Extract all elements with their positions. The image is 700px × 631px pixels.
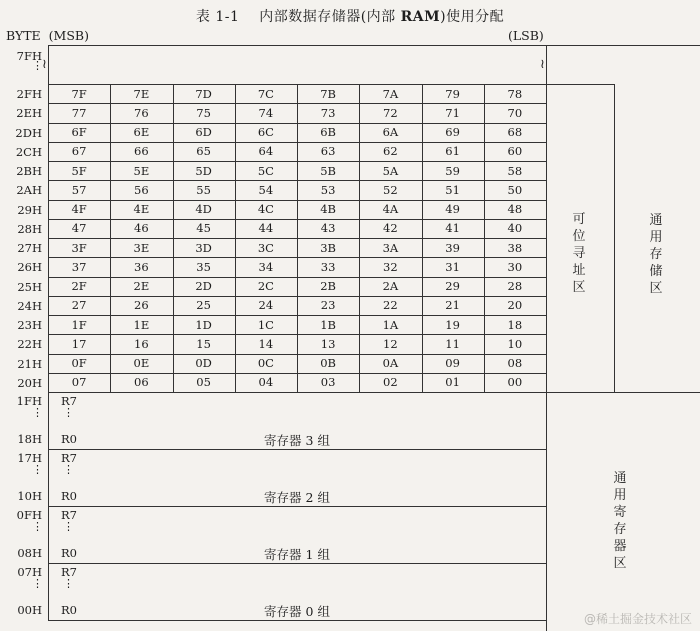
break-mark-right: ≀	[540, 57, 545, 72]
bit-cell: 19	[445, 317, 460, 332]
bank-address-dots: ⋮	[32, 577, 43, 590]
lsb-label: (LSB)	[508, 28, 544, 43]
bit-cell: 47	[71, 221, 87, 236]
bit-cell: 4F	[71, 202, 87, 217]
column-divider	[173, 84, 174, 392]
bank-divider	[48, 449, 546, 450]
bit-cell: 70	[507, 105, 523, 120]
bit-cell: 13	[320, 336, 336, 351]
column-divider	[422, 84, 423, 392]
bank-top-address: 07H	[17, 565, 42, 579]
bit-cell: 2B	[320, 279, 337, 294]
bank-register-dots: ⋮	[63, 577, 74, 590]
bit-cell: 49	[445, 202, 460, 217]
bit-cell: 72	[383, 105, 398, 120]
bit-cell: 64	[258, 144, 274, 159]
register-area-top	[48, 392, 700, 393]
bit-cell: 21	[445, 298, 460, 313]
bit-cell: 0C	[257, 356, 274, 371]
bit-cell: 2F	[71, 279, 87, 294]
addr-7fh-dots: ⋮	[32, 59, 43, 72]
bit-cell: 25	[196, 298, 211, 313]
bit-cell: 1F	[71, 317, 87, 332]
bit-cell: 3A	[382, 240, 399, 255]
bit-cell: 71	[445, 105, 460, 120]
bit-cell: 2C	[257, 279, 274, 294]
bit-cell: 17	[71, 336, 87, 351]
bank-divider	[48, 506, 546, 507]
bit-cell: 07	[71, 375, 87, 390]
bit-cell: 7B	[320, 86, 337, 101]
bit-cell: 34	[258, 259, 274, 274]
bit-cell: 55	[196, 182, 211, 197]
bit-cell: 02	[383, 375, 398, 390]
column-divider	[297, 84, 298, 392]
byte-address: 2EH	[16, 106, 42, 121]
bit-cell: 01	[445, 375, 460, 390]
bit-cell: 03	[320, 375, 336, 390]
bit-addressable-label: 可 位 寻 址 区	[572, 212, 586, 295]
table-number: 表 1-1	[195, 9, 240, 25]
bit-cell: 06	[134, 375, 149, 390]
bit-cell: 46	[134, 221, 149, 236]
bit-cell: 39	[445, 240, 460, 255]
bit-cell: 4D	[195, 202, 212, 217]
byte-address: 28H	[17, 221, 42, 236]
title-text-a: 内部数据存储器(内部	[259, 9, 401, 25]
bit-cell: 1D	[195, 317, 212, 332]
byte-header	[6, 28, 89, 43]
bit-cell: 3F	[71, 240, 87, 255]
bit-cell: 5E	[133, 163, 150, 178]
byte-address: 2CH	[15, 144, 42, 159]
bit-cell: 38	[507, 240, 523, 255]
title-text-b: )使用分配	[440, 9, 505, 25]
bit-cell: 1B	[320, 317, 337, 332]
bit-cell: 52	[383, 182, 398, 197]
bit-cell: 15	[196, 336, 211, 351]
bit-cell: 29	[445, 279, 460, 294]
byte-address: 2AH	[16, 183, 42, 198]
bank-top-address: 0FH	[16, 508, 42, 522]
bit-cell: 65	[196, 144, 211, 159]
bank-caption: 寄存器 2 组	[264, 490, 330, 505]
bit-cell: 23	[320, 298, 336, 313]
bit-cell: 50	[507, 182, 523, 197]
bank-top-address: 1FH	[16, 394, 42, 408]
bit-cell: 4C	[257, 202, 274, 217]
column-divider	[110, 84, 111, 392]
bit-cell: 6A	[382, 125, 399, 140]
side-label-divider	[614, 84, 615, 392]
bit-cell: 0D	[195, 356, 212, 371]
bit-cell: 6F	[71, 125, 87, 140]
bit-cell: 5A	[382, 163, 399, 178]
bit-cell: 1C	[257, 317, 274, 332]
bit-cell: 2D	[195, 279, 212, 294]
bank-r7: R7	[61, 394, 77, 408]
bit-cell: 6C	[257, 125, 274, 140]
bit-cell: 08	[507, 356, 523, 371]
bit-cell: 3E	[133, 240, 150, 255]
bit-cell: 31	[445, 259, 460, 274]
byte-address: 23H	[17, 318, 42, 332]
bit-cell: 75	[196, 105, 211, 120]
bit-cell: 51	[445, 182, 460, 197]
bit-cell: 14	[258, 336, 274, 351]
bit-cell: 44	[258, 221, 274, 236]
bit-cell: 73	[320, 105, 336, 120]
bit-cell: 0F	[71, 356, 87, 371]
watermark: @稀土掘金技术社区	[583, 612, 692, 626]
bit-cell: 77	[71, 105, 87, 120]
bit-cell: 37	[71, 259, 87, 274]
bit-cell: 0E	[133, 356, 150, 371]
bit-cell: 6B	[320, 125, 337, 140]
bit-cell: 16	[134, 336, 149, 351]
bit-cell: 12	[383, 336, 398, 351]
bit-cell: 11	[445, 336, 460, 351]
bit-cell: 35	[196, 259, 211, 274]
bank-r0: R0	[61, 603, 77, 617]
bit-cell: 27	[71, 298, 87, 313]
bit-cell: 68	[507, 125, 523, 140]
bank-register-dots: ⋮	[63, 463, 74, 476]
bit-cell: 45	[196, 221, 211, 236]
bit-cell: 69	[445, 125, 460, 140]
bit-cell: 7F	[71, 86, 87, 101]
right-column-divider	[546, 45, 547, 631]
bit-cell: 58	[507, 163, 523, 178]
bit-cell: 00	[507, 375, 523, 390]
bit-cell: 66	[134, 144, 149, 159]
byte-label: BYTE	[6, 28, 41, 43]
byte-address: 21H	[17, 356, 42, 371]
bit-cell: 5D	[195, 163, 212, 178]
bit-cell: 7D	[195, 86, 212, 101]
bank-bottom-address: 10H	[17, 489, 42, 503]
bit-cell: 32	[383, 259, 398, 274]
byte-address: 2BH	[16, 164, 42, 178]
bank-top-address: 17H	[17, 451, 42, 465]
bit-cell: 04	[258, 375, 274, 390]
bit-cell: 57	[71, 182, 87, 197]
bit-cell: 61	[445, 144, 460, 159]
bank-address-dots: ⋮	[32, 406, 43, 419]
bit-cell: 3D	[195, 240, 212, 255]
bank-r0: R0	[61, 546, 77, 560]
bit-cell: 54	[258, 182, 274, 197]
bank-bottom-address: 08H	[17, 546, 42, 560]
bank-divider	[48, 563, 546, 564]
bit-cell: 63	[320, 144, 336, 159]
byte-address: 24H	[17, 298, 42, 313]
bit-cell: 67	[71, 144, 87, 159]
bit-cell: 7C	[257, 86, 274, 101]
bit-cell: 4B	[320, 202, 337, 217]
bank-register-dots: ⋮	[63, 406, 74, 419]
bank-r7: R7	[61, 565, 77, 579]
bit-cell: 5B	[320, 163, 337, 178]
byte-address: 22H	[17, 337, 42, 352]
byte-address: 2FH	[16, 87, 42, 101]
bit-cell: 1A	[382, 317, 399, 332]
bit-cell: 74	[258, 105, 274, 120]
bank-bottom-address: 18H	[17, 432, 42, 446]
bit-cell: 20	[507, 298, 523, 313]
bit-cell: 76	[134, 105, 149, 120]
bit-cell: 24	[258, 298, 274, 313]
bit-cell: 05	[196, 375, 211, 390]
bank-address-dots: ⋮	[32, 520, 43, 533]
bank-r0: R0	[61, 489, 77, 503]
bit-cell: 5C	[257, 163, 274, 178]
bank-caption: 寄存器 3 组	[264, 433, 330, 448]
bit-cell: 79	[445, 86, 460, 101]
general-registers-label: 通 用 寄 存 器 区	[613, 471, 627, 571]
bit-cell: 78	[507, 86, 523, 101]
column-divider	[484, 84, 485, 392]
top-border	[48, 45, 700, 46]
bit-cell: 41	[445, 221, 460, 236]
byte-address: 29H	[17, 202, 42, 217]
general-storage-label: 通 用 存 储 区	[649, 213, 663, 296]
byte-address: 25H	[17, 279, 42, 294]
bit-cell: 2E	[133, 279, 150, 294]
bit-cell: 62	[383, 144, 398, 159]
bit-cell: 5F	[71, 163, 87, 178]
bit-cell: 4E	[133, 202, 150, 217]
bit-cell: 22	[383, 298, 398, 313]
bank-caption: 寄存器 0 组	[264, 604, 330, 619]
bit-cell: 36	[134, 259, 149, 274]
byte-address: 26H	[17, 260, 42, 275]
bit-cell: 4A	[382, 202, 399, 217]
break-mark-left: ≀	[42, 57, 47, 72]
bit-cell: 42	[383, 221, 398, 236]
bank-r0: R0	[61, 432, 77, 446]
bit-cell: 3C	[257, 240, 274, 255]
bit-cell: 28	[507, 279, 523, 294]
bit-cell: 0B	[320, 356, 337, 371]
bank-bottom-address: 00H	[17, 603, 42, 617]
byte-address: 27H	[17, 241, 42, 255]
bit-cell: 18	[507, 317, 523, 332]
column-divider	[235, 84, 236, 392]
title-text-bold: RAM	[400, 9, 441, 25]
msb-label: (MSB)	[48, 28, 89, 43]
bit-cell: 6D	[195, 125, 212, 140]
bank-divider	[48, 620, 546, 621]
bit-cell: 59	[445, 163, 460, 178]
bit-cell: 6E	[133, 125, 150, 140]
bit-cell: 09	[445, 356, 460, 371]
addr-7fh: 7FH	[16, 49, 42, 63]
bank-r7: R7	[61, 508, 77, 522]
bit-cell: 56	[134, 182, 149, 197]
byte-address: 2DH	[15, 125, 42, 140]
table-title	[0, 6, 700, 26]
bank-caption: 寄存器 1 组	[264, 547, 330, 562]
bit-cell: 40	[507, 221, 523, 236]
bit-cell: 1E	[133, 317, 150, 332]
bit-cell: 26	[134, 298, 149, 313]
bit-cell: 3B	[320, 240, 337, 255]
bit-cell: 7A	[382, 86, 399, 101]
bit-cell: 60	[507, 144, 523, 159]
byte-address: 20H	[17, 375, 42, 390]
bank-register-dots: ⋮	[63, 520, 74, 533]
bit-cell: 2A	[382, 279, 399, 294]
bit-cell: 30	[507, 259, 523, 274]
bit-cell: 7E	[133, 86, 150, 101]
bank-r7: R7	[61, 451, 77, 465]
bit-cell: 43	[320, 221, 336, 236]
bit-cell: 0A	[382, 356, 399, 371]
column-divider	[359, 84, 360, 392]
bit-cell: 53	[320, 182, 336, 197]
bit-cell: 33	[320, 259, 336, 274]
bank-address-dots: ⋮	[32, 463, 43, 476]
bit-cell: 48	[507, 202, 523, 217]
bit-cell: 10	[507, 336, 523, 351]
